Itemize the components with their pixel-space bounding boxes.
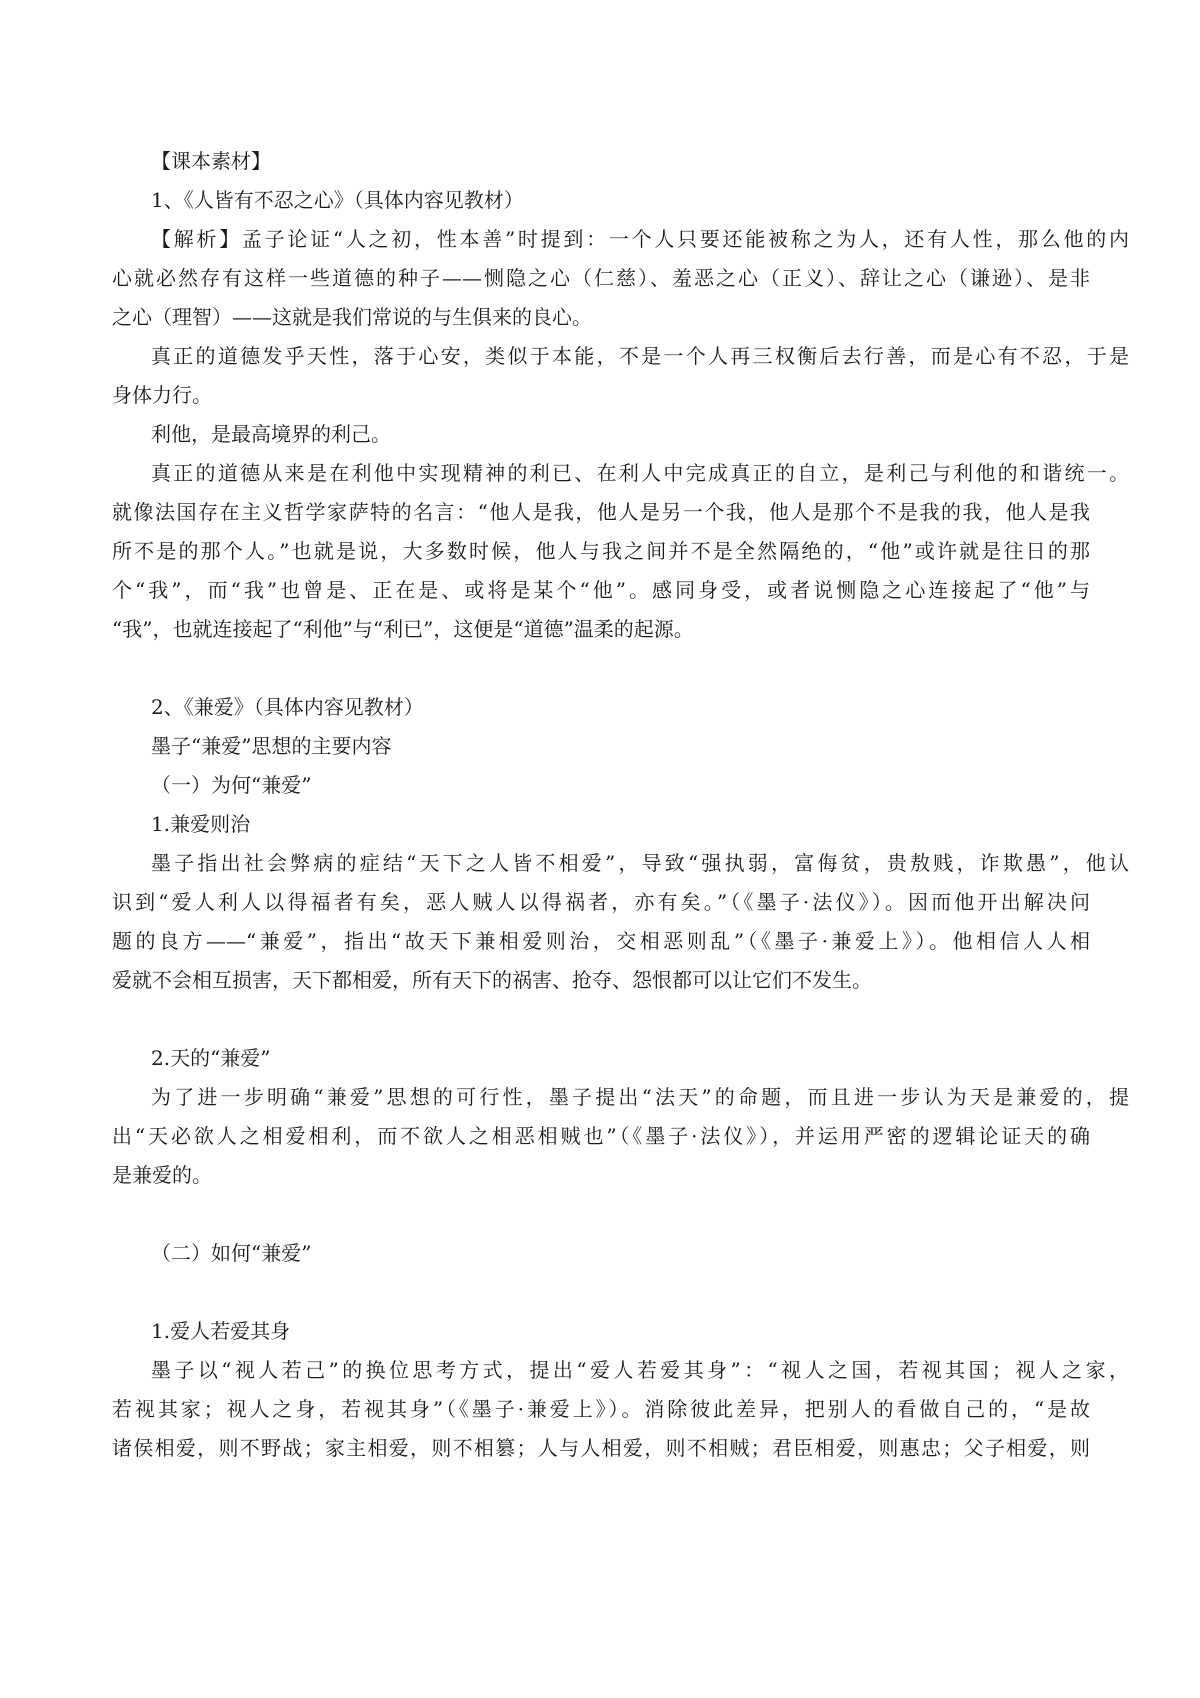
paragraph-line: 若视其家；视人之身，若视其身”（《墨子·兼爱上》）。消除彼此差异，把别人的看做自己的，“是故 [112,1397,1090,1421]
paragraph-line: 为了进一步明确“兼爱”思想的可行性，墨子提出“法天”的命题，而且进一步认为天是兼爱的，提 [151,1085,1129,1109]
subheading-why: （一）为何“兼爱” [151,773,312,797]
paragraph-line: 墨子指出社会弊病的症结“天下之人皆不相爱”，导致“强执弱，富侮贫，贵敖贱，诈欺愚”，他认 [151,851,1129,875]
item-heading-2: 2、《兼爱》（具体内容见教材） [151,695,424,719]
paragraph-line: 个“我”，而“我”也曾是、正在是、或将是某个“他”。感同身受，或者说恻隐之心连接起了“他”与 [112,578,1090,602]
subheading-how: （二）如何“兼爱” [151,1241,312,1265]
paragraph-line: 诸侯相爱，则不野战；家主相爱，则不相篡；人与人相爱，则不相贼；君臣相爱，则惠忠；父子相爱，则 [112,1436,1090,1460]
paragraph-line: 墨子以“视人若己”的换位思考方式，提出“爱人若爱其身”：“视人之国，若视其国；视人之家， [151,1358,1129,1382]
paragraph-line: 就像法国存在主义哲学家萨特的名言：“他人是我，他人是另一个我，他人是那个不是我的我，他人是我 [112,500,1090,524]
subheading-point-1: 1.兼爱则治 [151,812,251,836]
paragraph-line: 出“天必欲人之相爱相利，而不欲人之相恶相贼也”（《墨子·法仪》），并运用严密的逻辑论证天的确 [112,1124,1090,1148]
analysis-paragraph-line: 心就必然存有这样一些道德的种子——恻隐之心（仁慈）、羞恶之心（正义）、辞让之心（谦逊）、是非 [112,266,1090,290]
paragraph-line: 所不是的那个人。”也就是说，大多数时候，他人与我之间并不是全然隔绝的，“他”或许就是往日的那 [112,539,1090,563]
analysis-paragraph-line: 之心（理智）——这就是我们常说的与生俱来的良心。 [112,305,592,329]
paragraph-line: 是兼爱的。 [112,1163,212,1187]
subheading-main-content: 墨子“兼爱”思想的主要内容 [151,734,392,758]
paragraph-line: 识到“爱人利人以得福者有矣，恶人贼人以得祸者，亦有矣。”（《墨子·法仪》）。因而他开出解决问 [112,890,1090,914]
paragraph-line: 真正的道德从来是在利他中实现精神的利已、在利人中完成真正的自立，是利己与利他的和谐统一。 [151,461,1129,485]
paragraph-line: 题的良方——“兼爱”，指出“故天下兼相爱则治，交相恶则乱”（《墨子·兼爱上》）。他相信人人相 [112,929,1090,953]
paragraph-line: 爱就不会相互损害，天下都相爱，所有天下的祸害、抢夺、怨恨都可以让它们不发生。 [112,968,872,992]
analysis-paragraph-line: 【解析】孟子论证“人之初，性本善”时提到：一个人只要还能被称之为人，还有人性，那么他的内 [151,227,1129,251]
section-heading-textbook-material: 【课本素材】 [151,149,271,173]
item-heading-1: 1、《人皆有不忍之心》（具体内容见教材） [151,188,524,212]
subheading-point-1-love: 1.爱人若爱其身 [151,1319,291,1343]
paragraph-line: 真正的道德发乎天性，落于心安，类似于本能，不是一个人再三权衡后去行善，而是心有不忍，于是 [151,344,1129,368]
subheading-point-2: 2.天的“兼爱” [151,1046,271,1070]
paragraph-line: “我”，也就连接起了“利他”与“利已”，这便是“道德”温柔的起源。 [112,617,694,641]
paragraph-line: 利他，是最高境界的利己。 [151,422,391,446]
paragraph-line: 身体力行。 [112,383,212,407]
